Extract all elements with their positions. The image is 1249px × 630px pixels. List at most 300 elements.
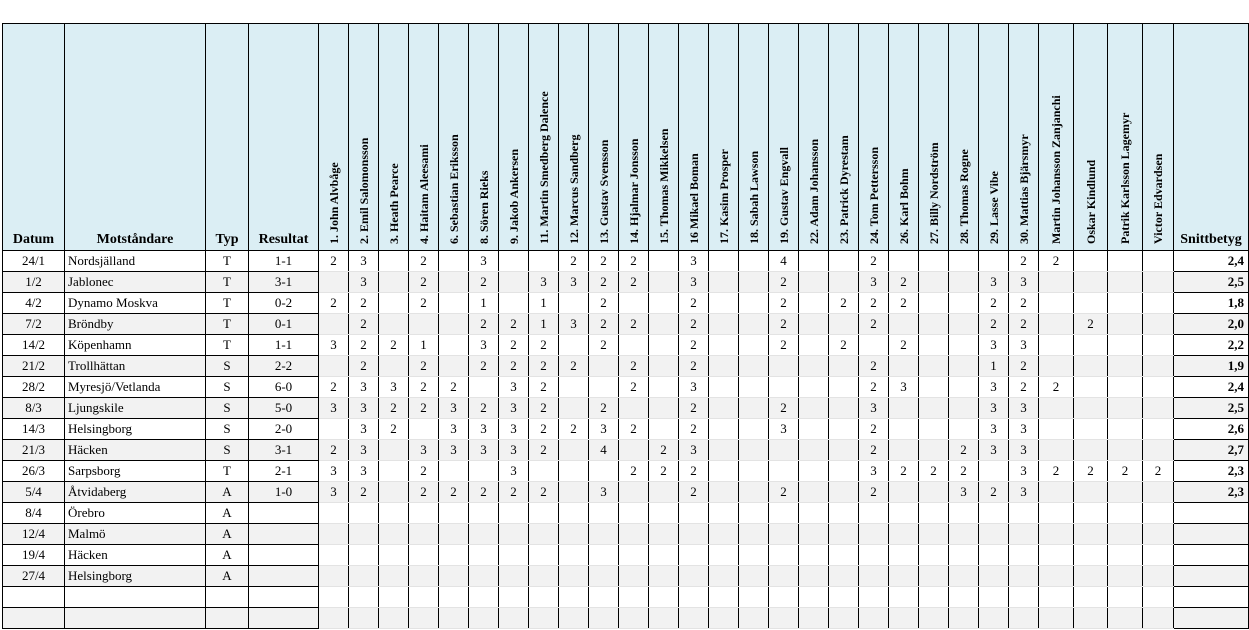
grade-cell: [829, 482, 859, 503]
player-name: 16 Mikael Boman: [686, 153, 701, 244]
grade-cell: 1: [469, 293, 499, 314]
grade-cell: [799, 293, 829, 314]
grade-cell: 2: [409, 461, 439, 482]
grade-cell: [889, 503, 919, 524]
grade-cell: 2: [409, 482, 439, 503]
grade-cell: 3: [349, 398, 379, 419]
grade-cell: [919, 293, 949, 314]
grade-cell: [739, 461, 769, 482]
grade-cell: [619, 398, 649, 419]
grade-cell: [829, 524, 859, 545]
match-row: [3, 335, 1249, 356]
grade-cell: [709, 608, 739, 629]
grade-cell: [439, 356, 469, 377]
grade-cell: [949, 314, 979, 335]
grade-cell: [799, 398, 829, 419]
grade-cell: [739, 482, 769, 503]
grade-cell: [379, 566, 409, 587]
grade-cell: [559, 335, 589, 356]
player-header: [1039, 24, 1074, 251]
player-header: [799, 24, 829, 251]
grade-cell: [649, 251, 679, 272]
average-cell: [1174, 608, 1249, 629]
grade-cell: [799, 545, 829, 566]
type-cell: A: [206, 482, 249, 503]
grade-cell: 3: [859, 398, 889, 419]
result-cell: 1-1: [249, 251, 319, 272]
grade-cell: [919, 314, 949, 335]
grade-cell: 2: [529, 440, 559, 461]
grade-cell: 3: [439, 419, 469, 440]
grade-cell: 2: [679, 293, 709, 314]
opponent-cell: Häcken: [65, 545, 206, 566]
grade-cell: 2: [979, 293, 1009, 314]
player-header: [829, 24, 859, 251]
grade-cell: [889, 251, 919, 272]
grade-cell: [709, 293, 739, 314]
grade-cell: 2: [769, 398, 799, 419]
grade-cell: [859, 545, 889, 566]
grade-cell: 2: [859, 440, 889, 461]
grade-cell: [649, 608, 679, 629]
match-row: [3, 482, 1249, 503]
grade-cell: [1108, 377, 1143, 398]
player-header: [469, 24, 499, 251]
grade-cell: 2: [409, 356, 439, 377]
grade-cell: 3: [499, 377, 529, 398]
average-cell: 2,3: [1174, 482, 1249, 503]
player-header: [709, 24, 739, 251]
average-cell: [1174, 503, 1249, 524]
date-cell: 12/4: [3, 524, 65, 545]
grade-cell: 3: [499, 461, 529, 482]
player-header: [439, 24, 469, 251]
grade-cell: [379, 524, 409, 545]
grade-cell: [529, 608, 559, 629]
result-cell: [249, 566, 319, 587]
grade-cell: [1143, 356, 1174, 377]
grade-cell: [589, 545, 619, 566]
grade-cell: 2: [1108, 461, 1143, 482]
grade-cell: [439, 293, 469, 314]
grade-cell: 2: [769, 272, 799, 293]
average-cell: 2,4: [1174, 377, 1249, 398]
match-row: [3, 314, 1249, 335]
grade-cell: 2: [649, 440, 679, 461]
grade-cell: 3: [949, 482, 979, 503]
player-header: [529, 24, 559, 251]
grade-cell: [619, 545, 649, 566]
grade-cell: [799, 251, 829, 272]
grade-cell: [679, 524, 709, 545]
grade-cell: [1143, 587, 1174, 608]
grade-cell: 2: [469, 356, 499, 377]
grade-cell: [1108, 587, 1143, 608]
grade-cell: 2: [349, 293, 379, 314]
grade-cell: [739, 608, 769, 629]
grade-cell: [469, 461, 499, 482]
grade-cell: [319, 566, 349, 587]
header-typ: Typ: [206, 24, 249, 251]
grade-cell: 1: [979, 356, 1009, 377]
grade-cell: [1143, 566, 1174, 587]
grade-cell: [829, 503, 859, 524]
grade-cell: [919, 272, 949, 293]
grade-cell: [649, 587, 679, 608]
type-cell: A: [206, 503, 249, 524]
grade-cell: 3: [349, 419, 379, 440]
grade-cell: [559, 587, 589, 608]
grade-cell: [649, 398, 679, 419]
grade-cell: [529, 566, 559, 587]
grade-cell: [499, 545, 529, 566]
grade-cell: [949, 545, 979, 566]
grade-cell: [1039, 566, 1074, 587]
grade-cell: [1108, 566, 1143, 587]
grade-cell: 2: [859, 251, 889, 272]
type-cell: S: [206, 356, 249, 377]
average-cell: 2,0: [1174, 314, 1249, 335]
grade-cell: [559, 293, 589, 314]
grade-cell: [979, 461, 1009, 482]
type-cell: S: [206, 398, 249, 419]
grade-cell: 2: [529, 377, 559, 398]
grade-cell: [769, 377, 799, 398]
grade-cell: [559, 377, 589, 398]
opponent-cell: Helsingborg: [65, 419, 206, 440]
average-cell: 2,4: [1174, 251, 1249, 272]
player-header: [679, 24, 709, 251]
player-name: 15. Thomas Mikkelsen: [656, 128, 671, 244]
grade-cell: [1108, 314, 1143, 335]
grade-cell: 2: [679, 356, 709, 377]
grade-cell: 2: [619, 419, 649, 440]
match-row: [3, 608, 1249, 629]
average-cell: [1174, 566, 1249, 587]
date-cell: 14/3: [3, 419, 65, 440]
grade-cell: 2: [679, 314, 709, 335]
grade-cell: [439, 503, 469, 524]
grade-cell: 3: [679, 440, 709, 461]
grade-cell: [889, 356, 919, 377]
grade-cell: [1108, 335, 1143, 356]
player-name: 2. Emil Salomonsson: [356, 137, 371, 244]
header-datum: Datum: [3, 24, 65, 251]
grade-cell: 2: [559, 419, 589, 440]
player-name: 6. Sebastian Eriksson: [446, 134, 461, 244]
grade-cell: [1074, 398, 1108, 419]
grade-cell: [529, 524, 559, 545]
player-header: [1108, 24, 1143, 251]
grade-cell: [889, 482, 919, 503]
grade-cell: [799, 461, 829, 482]
grade-cell: [469, 545, 499, 566]
type-cell: T: [206, 314, 249, 335]
date-cell: [3, 587, 65, 608]
grade-cell: 2: [679, 482, 709, 503]
grade-cell: [1143, 545, 1174, 566]
grade-cell: [739, 314, 769, 335]
grade-cell: 2: [889, 335, 919, 356]
grade-cell: 2: [529, 356, 559, 377]
grade-cell: [349, 566, 379, 587]
grade-cell: [1039, 272, 1074, 293]
grade-cell: [589, 377, 619, 398]
grade-cell: 2: [1009, 314, 1039, 335]
grade-cell: 3: [439, 398, 469, 419]
grade-cell: [439, 608, 469, 629]
player-name: 27. Billy Nordström: [926, 142, 941, 244]
grade-cell: [829, 608, 859, 629]
grade-cell: [619, 503, 649, 524]
player-header: [319, 24, 349, 251]
grade-cell: [739, 524, 769, 545]
grade-cell: [1143, 335, 1174, 356]
grade-cell: [1143, 503, 1174, 524]
grade-cell: [319, 608, 349, 629]
grade-cell: [1074, 356, 1108, 377]
grade-cell: [979, 251, 1009, 272]
grade-cell: [1108, 419, 1143, 440]
grade-cell: [1074, 377, 1108, 398]
grade-cell: 1: [409, 335, 439, 356]
grade-cell: [379, 440, 409, 461]
player-header: [349, 24, 379, 251]
grade-cell: [379, 356, 409, 377]
grade-cell: [949, 293, 979, 314]
grade-cell: [379, 251, 409, 272]
average-cell: 2,2: [1174, 335, 1249, 356]
grade-cell: 2: [349, 356, 379, 377]
date-cell: 28/2: [3, 377, 65, 398]
grade-cell: 2: [979, 314, 1009, 335]
grade-cell: 2: [1009, 377, 1039, 398]
grade-cell: [1143, 251, 1174, 272]
grade-cell: [799, 377, 829, 398]
grade-cell: 3: [859, 272, 889, 293]
grade-cell: [619, 293, 649, 314]
average-cell: [1174, 524, 1249, 545]
grade-cell: 3: [589, 419, 619, 440]
grade-cell: [319, 545, 349, 566]
grade-cell: [349, 608, 379, 629]
player-name: 18. Sabah Lawson: [746, 150, 761, 244]
grade-cell: 2: [499, 314, 529, 335]
grade-cell: [589, 566, 619, 587]
grade-cell: 1: [529, 314, 559, 335]
grade-cell: [829, 440, 859, 461]
player-header: [1074, 24, 1108, 251]
grade-cell: [439, 251, 469, 272]
player-header: [379, 24, 409, 251]
grade-cell: [739, 293, 769, 314]
grade-cell: [529, 251, 559, 272]
grade-cell: [439, 545, 469, 566]
grade-cell: [1074, 419, 1108, 440]
grade-cell: [379, 545, 409, 566]
grade-cell: [799, 482, 829, 503]
grade-cell: [1074, 335, 1108, 356]
grade-cell: [859, 587, 889, 608]
grade-cell: [529, 545, 559, 566]
grade-cell: [889, 440, 919, 461]
cut-off-caption-line: [0, 0, 1200, 24]
grade-cell: 3: [1009, 335, 1039, 356]
grade-cell: 2: [619, 356, 649, 377]
result-cell: 2-1: [249, 461, 319, 482]
player-header: [589, 24, 619, 251]
grade-cell: [799, 608, 829, 629]
grade-cell: [649, 293, 679, 314]
grade-cell: 2: [829, 335, 859, 356]
grade-cell: [379, 461, 409, 482]
grade-cell: 2: [409, 272, 439, 293]
grade-cell: 3: [469, 335, 499, 356]
grade-cell: 2: [1039, 377, 1074, 398]
player-header: [889, 24, 919, 251]
grade-cell: [409, 419, 439, 440]
grade-cell: 2: [919, 461, 949, 482]
grade-cell: 2: [469, 398, 499, 419]
grade-cell: [1143, 419, 1174, 440]
grade-cell: [949, 356, 979, 377]
grade-cell: [319, 314, 349, 335]
grade-cell: [949, 377, 979, 398]
grade-cell: [1108, 524, 1143, 545]
grade-cell: [379, 587, 409, 608]
grade-cell: [739, 419, 769, 440]
grade-cell: [919, 251, 949, 272]
grade-cell: 3: [979, 398, 1009, 419]
grade-cell: [589, 461, 619, 482]
grade-cell: [739, 356, 769, 377]
grade-cell: 3: [889, 377, 919, 398]
grade-cell: [649, 419, 679, 440]
player-header: [859, 24, 889, 251]
grade-cell: 2: [889, 293, 919, 314]
match-row: [3, 356, 1249, 377]
player-name: 23. Patrick Dyrestam: [836, 135, 851, 244]
grade-cell: [439, 587, 469, 608]
grade-cell: [919, 482, 949, 503]
grade-cell: [649, 524, 679, 545]
grade-cell: [829, 356, 859, 377]
grade-cell: 2: [619, 251, 649, 272]
date-cell: 21/3: [3, 440, 65, 461]
player-header: [619, 24, 649, 251]
player-header: [769, 24, 799, 251]
grade-cell: [739, 587, 769, 608]
grade-cell: [679, 545, 709, 566]
grade-cell: [1009, 608, 1039, 629]
grade-cell: [439, 524, 469, 545]
grade-cell: 3: [379, 377, 409, 398]
date-cell: 8/3: [3, 398, 65, 419]
grade-cell: [739, 377, 769, 398]
date-cell: [3, 608, 65, 629]
grade-cell: 2: [889, 272, 919, 293]
grade-cell: 2: [1009, 293, 1039, 314]
grade-cell: [769, 587, 799, 608]
grade-cell: [739, 272, 769, 293]
grade-cell: 2: [1009, 251, 1039, 272]
grade-cell: 2: [349, 482, 379, 503]
grade-cell: 2: [1074, 461, 1108, 482]
grade-cell: [769, 566, 799, 587]
grade-cell: 2: [409, 398, 439, 419]
grade-cell: [1039, 608, 1074, 629]
grade-cell: [409, 566, 439, 587]
grade-cell: [1143, 314, 1174, 335]
grade-cell: 2: [769, 314, 799, 335]
grade-cell: 2: [379, 398, 409, 419]
grade-cell: [409, 524, 439, 545]
grade-cell: [559, 545, 589, 566]
grade-cell: [829, 272, 859, 293]
grade-cell: [769, 461, 799, 482]
grade-cell: [1108, 608, 1143, 629]
grade-cell: [379, 482, 409, 503]
grade-cell: 2: [589, 314, 619, 335]
grade-cell: [709, 335, 739, 356]
player-name: 26. Karl Bohm: [896, 168, 911, 244]
grade-cell: [739, 335, 769, 356]
grade-cell: [1074, 482, 1108, 503]
player-name: Patrik Karlsson Lagemyr: [1118, 112, 1132, 244]
average-cell: 2,6: [1174, 419, 1249, 440]
grade-cell: 3: [319, 482, 349, 503]
grade-cell: 3: [679, 272, 709, 293]
grade-cell: 2: [439, 482, 469, 503]
date-cell: 19/4: [3, 545, 65, 566]
grade-cell: 2: [379, 335, 409, 356]
grade-cell: 2: [409, 377, 439, 398]
grade-cell: 3: [409, 440, 439, 461]
grade-cell: 2: [469, 272, 499, 293]
opponent-cell: Örebro: [65, 503, 206, 524]
grade-cell: 3: [319, 398, 349, 419]
grade-cell: [589, 608, 619, 629]
grade-cell: [979, 524, 1009, 545]
grade-cell: [739, 503, 769, 524]
grade-cell: 3: [349, 251, 379, 272]
grade-cell: 2: [349, 314, 379, 335]
grade-cell: [589, 524, 619, 545]
player-name: 30. Mattias Bjärsmyr: [1016, 134, 1031, 244]
type-cell: T: [206, 251, 249, 272]
grade-cell: 2: [619, 314, 649, 335]
grade-cell: [1108, 272, 1143, 293]
grade-cell: 3: [979, 272, 1009, 293]
match-row: [3, 503, 1249, 524]
grade-cell: [619, 587, 649, 608]
grade-cell: [439, 461, 469, 482]
grade-cell: [919, 524, 949, 545]
grade-cell: [319, 503, 349, 524]
grade-cell: 2: [619, 461, 649, 482]
grade-cell: 2: [619, 272, 649, 293]
grade-cell: [439, 272, 469, 293]
grade-cell: [409, 314, 439, 335]
grade-cell: [619, 608, 649, 629]
grade-cell: 3: [469, 440, 499, 461]
grade-cell: [799, 314, 829, 335]
average-cell: 2,5: [1174, 272, 1249, 293]
result-cell: 3-1: [249, 272, 319, 293]
grade-cell: [1108, 356, 1143, 377]
grade-cell: [1039, 545, 1074, 566]
player-name: 28. Thomas Rogne: [956, 149, 971, 244]
